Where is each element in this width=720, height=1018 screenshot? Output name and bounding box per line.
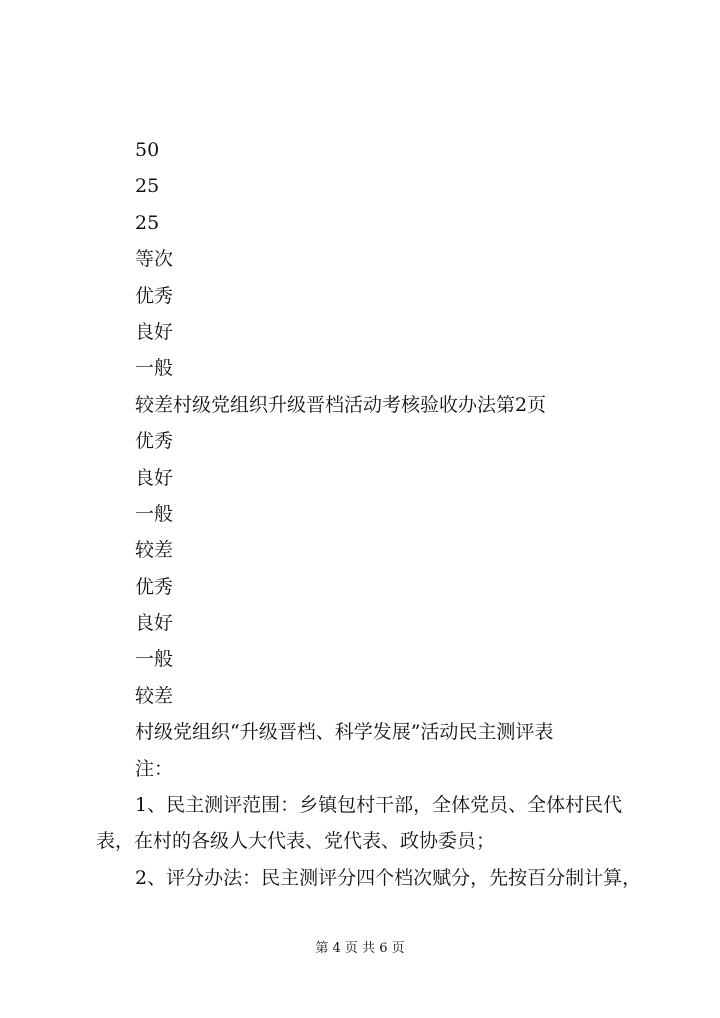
page-footer: 第 4 页 共 6 页 bbox=[315, 941, 405, 956]
text-line: 优秀 bbox=[135, 430, 174, 453]
note-item-1 bbox=[0, 787, 720, 860]
note-item-1-line-2: 表，在村的各级人大代表、党代表、政协委员； bbox=[96, 830, 496, 853]
note-item-1-line-1: 1、民主测评范围：乡镇包村干部，全体党员、全体村民代 bbox=[135, 794, 623, 817]
text-line: 等次 bbox=[135, 248, 174, 271]
note-item-2 bbox=[0, 860, 720, 896]
text-line: 良好 bbox=[135, 466, 174, 489]
text-line: 良好 bbox=[135, 612, 174, 635]
text-line: 一般 bbox=[135, 502, 174, 525]
table-title: 村级党组织“升级晋档、科学发展”活动民主测评表 bbox=[135, 721, 554, 744]
text-line: 一般 bbox=[135, 648, 174, 671]
text-line: 25 bbox=[135, 211, 160, 234]
text-line: 一般 bbox=[135, 357, 174, 380]
note-heading: 注： bbox=[135, 757, 174, 780]
text-line: 较差 bbox=[135, 539, 174, 562]
document-body bbox=[0, 132, 720, 896]
text-line: 优秀 bbox=[135, 284, 174, 307]
text-line: 25 bbox=[135, 175, 160, 198]
text-line: 优秀 bbox=[135, 575, 174, 598]
text-line: 良好 bbox=[135, 320, 174, 343]
text-line: 较差村级党组织升级晋档活动考核验收办法第2页 bbox=[135, 393, 547, 416]
text-line: 50 bbox=[135, 139, 160, 161]
note-item-2-line-1: 2、评分办法：民主测评分四个档次赋分，先按百分制计算， bbox=[135, 866, 642, 889]
text-line: 较差 bbox=[135, 684, 174, 707]
